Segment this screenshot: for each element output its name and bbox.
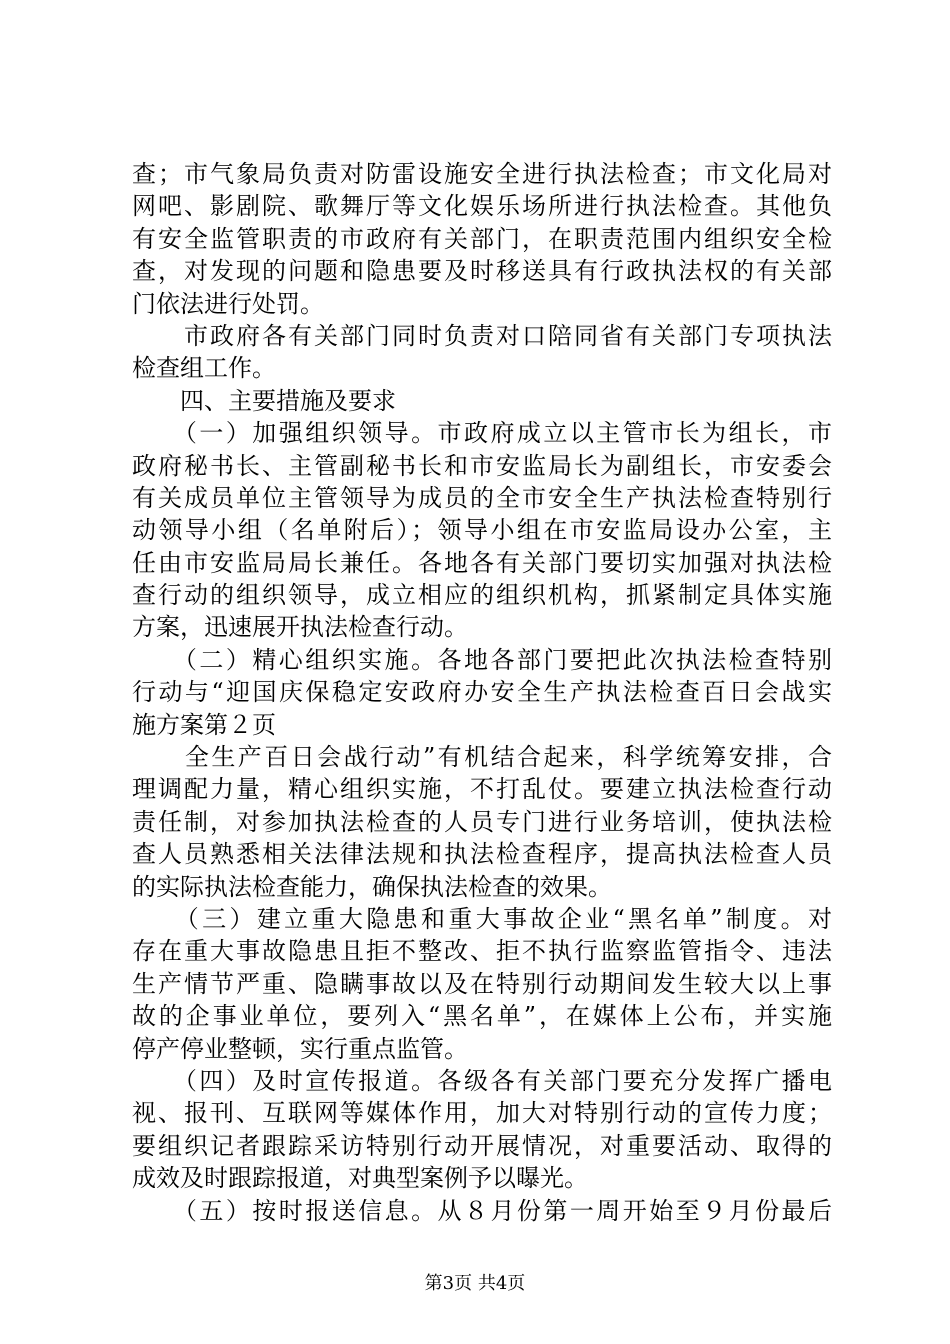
- text-line: 门依法进行处罚。: [132, 289, 324, 318]
- text-line: （一）加强组织领导。市政府成立以主管市长为组长，市: [132, 419, 832, 448]
- section-heading: 四、主要措施及要求: [132, 386, 396, 415]
- text-line: 查，对发现的问题和隐患要及时移送具有行政执法权的有关部: [132, 257, 832, 286]
- text-line: 的实际执法检查能力，确保执法检查的效果。: [132, 872, 612, 901]
- text-line: 停产停业整顿，实行重点监管。: [132, 1034, 468, 1063]
- text-line: 政府秘书长、主管副秘书长和市安监局长为副组长，市安委会: [132, 451, 832, 480]
- text-line: 查行动的组织领导，成立相应的组织机构，抓紧制定具体实施: [132, 581, 832, 610]
- text-line: 存在重大事故隐患且拒不整改、拒不执行监察监管指令、违法: [132, 937, 832, 966]
- text-line: 施方案第２页: [132, 710, 276, 739]
- text-line: 成效及时跟踪报道，对典型案例予以曝光。: [132, 1164, 588, 1193]
- text-line: 责任制，对参加执法检查的人员专门进行业务培训，使执法检: [132, 807, 832, 836]
- text-line: 视、报刊、互联网等媒体作用，加大对特别行动的宣传力度；: [132, 1099, 832, 1128]
- text-line: 行动与“迎国庆保稳定安政府办安全生产执法检查百日会战实: [132, 678, 832, 707]
- text-line: 理调配力量，精心组织实施，不打乱仗。要建立执法检查行动: [132, 775, 832, 804]
- text-line: 方案，迅速展开执法检查行动。: [132, 613, 468, 642]
- text-line: （五）按时报送信息。从８月份第一周开始至９月份最后: [132, 1196, 832, 1225]
- text-line: 要组织记者跟踪采访特别行动开展情况，对重要活动、取得的: [132, 1131, 832, 1160]
- document-body: [132, 158, 832, 1227]
- text-line: 市政府各有关部门同时负责对口陪同省有关部门专项执法: [132, 321, 832, 350]
- text-line: 查人员熟悉相关法律法规和执法检查程序，提高执法检查人员: [132, 840, 832, 869]
- text-line: （三）建立重大隐患和重大事故企业“黑名单”制度。对: [132, 904, 832, 933]
- text-line: 生产情节严重、隐瞒事故以及在特别行动期间发生较大以上事: [132, 969, 832, 998]
- text-line: （四）及时宣传报道。各级各有关部门要充分发挥广播电: [132, 1066, 832, 1095]
- text-line: 检查组工作。: [132, 354, 276, 383]
- text-line: 有关成员单位主管领导为成员的全市安全生产执法检查特别行: [132, 483, 832, 512]
- page-number-footer: 第3页 共4页: [424, 1273, 526, 1294]
- text-line: 全生产百日会战行动”有机结合起来，科学统筹安排，合: [132, 743, 832, 772]
- text-line: （二）精心组织实施。各地各部门要把此次执法检查特别: [132, 645, 832, 674]
- text-line: 网吧、影剧院、歌舞厅等文化娱乐场所进行执法检查。其他负: [132, 192, 832, 221]
- text-line: 查；市气象局负责对防雷设施安全进行执法检查；市文化局对: [132, 160, 832, 188]
- text-line: 动领导小组（名单附后）；领导小组在市安监局设办公室，主: [132, 516, 832, 545]
- text-line: 故的企事业单位，要列入“黑名单”，在媒体上公布，并实施: [132, 1002, 832, 1031]
- text-line: 任由市安监局局长兼任。各地各有关部门要切实加强对执法检: [132, 548, 832, 577]
- text-line: 有安全监管职责的市政府有关部门，在职责范围内组织安全检: [132, 224, 832, 253]
